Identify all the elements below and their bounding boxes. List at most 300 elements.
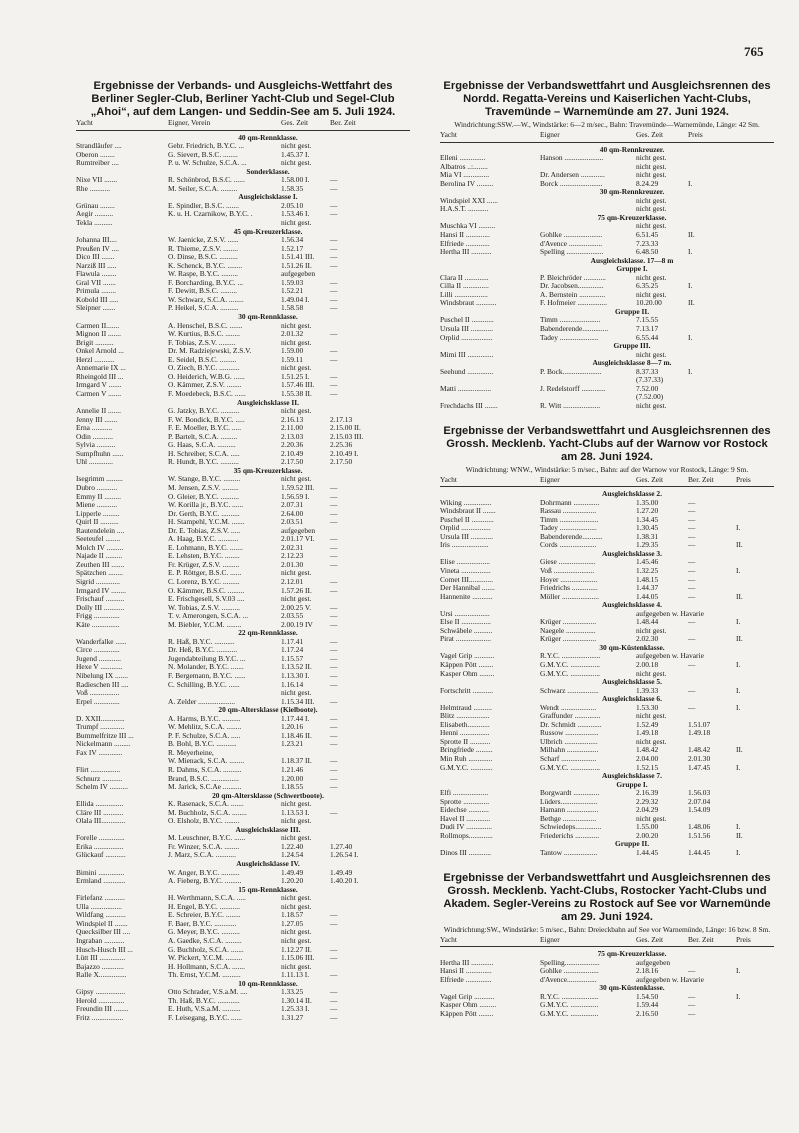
- table-cell: 1.13.30 I.: [281, 672, 310, 680]
- table-row: [440, 687, 774, 696]
- table-row: [76, 561, 410, 570]
- table-cell: R. Haß, B.Y.C. ...........: [168, 637, 235, 646]
- table-row: [440, 593, 774, 602]
- table-cell: [374, 851, 404, 860]
- table-cell: 1.45.37 I.: [281, 150, 310, 159]
- table-cell: Borgwardt ..............: [540, 789, 600, 798]
- table-cell: [330, 151, 374, 160]
- table-cell: [374, 518, 404, 527]
- table-cell: Timm ......................: [540, 316, 601, 325]
- table-cell: 2.02.30: [636, 635, 659, 644]
- table-cell: Ulla .................: [76, 902, 122, 911]
- table-cell: [374, 766, 404, 775]
- table-cell: I.: [688, 333, 693, 342]
- table-cell: II.: [736, 592, 743, 601]
- table-row: [440, 755, 774, 764]
- class-heading: 30 qm-Küstenklasse.: [599, 643, 665, 652]
- table-cell: Annemarie IX ...: [76, 364, 126, 373]
- table-cell: nicht gest.: [281, 928, 312, 937]
- table-cell: aufgegeben w. Havarie: [636, 975, 704, 984]
- table-cell: 1.27.05: [281, 919, 304, 928]
- table-cell: Gebr. Friedrich, B.Y.C. ...: [168, 142, 245, 151]
- table-cell: —: [330, 278, 338, 287]
- table-cell: [374, 663, 404, 672]
- table-row: [440, 652, 774, 661]
- table-cell: nicht gest.: [281, 902, 312, 911]
- table-cell: [736, 180, 766, 189]
- table-cell: Herzl ...........: [76, 355, 115, 364]
- table-row: [76, 518, 410, 527]
- table-cell: 7.15.55: [636, 316, 659, 325]
- table-cell: R.Y.C. ....................: [540, 992, 599, 1001]
- table-cell: 1.20.20: [281, 877, 304, 886]
- table-cell: Schwarz .................: [540, 686, 599, 695]
- table-cell: [688, 274, 736, 283]
- table-cell: —: [330, 808, 338, 817]
- table-cell: [374, 595, 404, 604]
- table-cell: Frigg ..............: [76, 612, 120, 621]
- class-heading: Ausgleichsklasse 2.: [602, 490, 662, 499]
- table-cell: F. Borcharding, B.Y.C. ...: [168, 278, 244, 287]
- table-cell: 1.51.41 III.: [281, 253, 315, 262]
- table-cell: Miene ...........: [76, 501, 118, 510]
- table-cell: Hansi II .............: [440, 231, 490, 240]
- table-cell: Wiking ...............: [440, 498, 492, 507]
- table-cell: G. Haas, S.C.A. ..........: [168, 441, 236, 450]
- table-cell: F. Bergemann, B.Y.C. ......: [168, 672, 246, 680]
- table-cell: 2.16.13: [281, 415, 304, 424]
- table-cell: [736, 291, 766, 300]
- table-cell: [736, 205, 766, 214]
- conditions-line: Windrichtung: WNW., Windstärke: 5 m/sec., Bahn: auf der Warnow vor Rostock, Länge: 9 Sm.: [465, 464, 749, 474]
- table-cell: Gohlke ...................: [540, 967, 599, 976]
- table-row: [440, 746, 774, 755]
- table-row: [76, 663, 410, 672]
- table-cell: I.: [688, 367, 693, 376]
- table-row: [440, 618, 774, 627]
- table-cell: [736, 712, 766, 721]
- table-cell: [736, 652, 766, 661]
- table-cell: Sylvia ..........: [76, 441, 116, 450]
- table-cell: [374, 407, 404, 416]
- table-cell: [688, 316, 736, 325]
- table-cell: [736, 507, 766, 516]
- class-heading: Ausgleichsklasse 6.: [602, 695, 662, 704]
- table-cell: 2.20.36: [281, 441, 304, 450]
- table-row: [76, 715, 410, 724]
- table-cell: —: [330, 603, 338, 612]
- table-cell: Quirl II ..........: [76, 518, 119, 527]
- table-cell: E. Spindler, B.S.C. .......: [168, 201, 239, 210]
- table-cell: W. Raspe, B.Y.C. .........: [168, 270, 239, 279]
- table-cell: Rautendelein ....: [76, 526, 125, 535]
- table-cell: nicht gest.: [636, 350, 667, 359]
- table-row: [76, 441, 410, 450]
- table-cell: [374, 732, 404, 741]
- table-row: [76, 569, 410, 578]
- table-cell: 2.10.49 I.: [330, 449, 359, 458]
- table-cell: nicht gest.: [281, 475, 312, 484]
- table-cell: Elisabeth............: [440, 720, 490, 729]
- table-cell: [374, 817, 404, 826]
- table-cell: Hansi II ..............: [440, 967, 492, 976]
- table-cell: Krüger ..................: [540, 618, 597, 627]
- table-cell: [281, 749, 330, 758]
- table-cell: [374, 954, 404, 963]
- table-cell: —: [688, 575, 696, 584]
- table-cell: [330, 407, 374, 416]
- table-cell: 2.10.49: [281, 449, 304, 458]
- table-cell: [330, 800, 374, 809]
- table-cell: Scharf ...................: [540, 755, 597, 763]
- table-cell: Flawula ........: [76, 270, 117, 279]
- section-title: Ergebnisse der Verbandswettfahrt und Ausgleichsrennen des Grossh. Mecklenb. Yacht-Clubs, Rostocker Yacht-Clubs und Akadem. Segler-Vereins zu Rostock auf See vor Warnemünde am 29. Juni 1924.: [443, 871, 771, 923]
- table-cell: Aegir ..........: [76, 210, 114, 219]
- table-cell: Odin ...........: [76, 432, 113, 441]
- left-header: [76, 119, 410, 128]
- table-cell: [374, 971, 404, 980]
- table-cell: 1.48.06: [688, 823, 711, 832]
- table-cell: Vagel Grip ...........: [440, 652, 495, 661]
- table-row: [76, 364, 410, 373]
- table-cell: aufgegeben: [636, 958, 671, 967]
- table-cell: Firlefanz ...........: [76, 894, 125, 903]
- table-row: [440, 325, 774, 334]
- table-cell: [688, 240, 736, 249]
- table-cell: Blitz ..................: [440, 712, 490, 721]
- table-cell: W. Kurtius, B.S.C. ........: [168, 330, 241, 339]
- table-row: [440, 976, 774, 985]
- table-cell: —: [330, 560, 338, 569]
- table-cell: —: [330, 612, 338, 621]
- table-cell: [330, 963, 374, 972]
- table-cell: [374, 783, 404, 792]
- table-cell: [330, 928, 374, 937]
- table-cell: [736, 154, 766, 163]
- table-cell: H. Werthmann, S.C.A. .....: [168, 894, 246, 903]
- table-cell: —: [330, 620, 338, 629]
- table-cell: Tadey .....................: [540, 333, 599, 342]
- table-cell: G.M.Y.C. ...............: [540, 1001, 599, 1010]
- table-cell: —: [688, 967, 696, 976]
- table-cell: 1.59.44: [636, 1001, 659, 1010]
- table-cell: Kobold III .....: [76, 295, 119, 304]
- section-header: [440, 476, 774, 485]
- table-row: [76, 655, 410, 664]
- table-row: [440, 282, 774, 291]
- table-cell: [374, 655, 404, 664]
- table-cell: [736, 163, 766, 172]
- table-cell: Muschka VI .........: [440, 222, 496, 231]
- class-heading: 45 qm-Kreuzerklasse.: [233, 227, 303, 236]
- table-cell: 1.44.45: [636, 849, 659, 858]
- table-cell: Ursula III ............: [440, 325, 493, 334]
- table-cell: W. Mienack, S.C.A. ........: [168, 757, 245, 766]
- class-heading: 40 qm-Rennkreuzer.: [599, 145, 665, 154]
- table-cell: Ursi ...................: [440, 609, 490, 618]
- table-cell: [440, 376, 540, 385]
- table-cell: I.: [688, 248, 693, 257]
- table-cell: Frechdachs III .......: [440, 401, 498, 410]
- regatta-section: [440, 872, 774, 1019]
- table-cell: 1.52.21: [281, 287, 304, 296]
- table-cell: Berolina IV .........: [440, 179, 494, 188]
- table-cell: Hexe V ............: [76, 663, 123, 672]
- class-heading: Gruppe III.: [613, 342, 651, 351]
- table-cell: 1.58.35: [281, 184, 304, 193]
- table-cell: Sumpfhuhn ......: [76, 449, 124, 458]
- class-heading: Gruppe I.: [616, 780, 648, 789]
- table-cell: [374, 219, 404, 228]
- table-cell: nicht gest.: [636, 205, 667, 214]
- table-row: [76, 424, 410, 433]
- table-cell: [374, 304, 404, 313]
- right-column: [440, 80, 774, 1018]
- table-cell: —: [330, 945, 338, 954]
- table-row: [76, 963, 410, 972]
- table-cell: [330, 322, 374, 331]
- table-cell: [374, 869, 404, 878]
- table-cell: Nickelmann .........: [76, 740, 131, 749]
- table-cell: Helmtraud ..........: [440, 703, 492, 712]
- table-cell: Erpel ..............: [76, 697, 120, 706]
- table-row: [76, 851, 410, 860]
- table-row: [76, 287, 410, 296]
- table-cell: 1.12.27 II.: [281, 945, 312, 954]
- table-cell: Elleni ..............: [440, 154, 486, 163]
- table-row: [76, 296, 410, 305]
- table-cell: Babenderende...........: [540, 532, 603, 541]
- table-cell: Friederichs .............: [540, 831, 600, 840]
- table-cell: K. Schenck, B.Y.C. ........: [168, 261, 243, 270]
- table-row: [440, 661, 774, 670]
- class-heading: Sonderklasse.: [246, 167, 290, 176]
- table-row: [76, 304, 410, 313]
- table-row: [76, 176, 410, 185]
- table-cell: Wendt ...................: [540, 703, 597, 712]
- table-cell: 1.20.00: [281, 774, 304, 783]
- table-row: [76, 245, 410, 254]
- table-cell: [374, 638, 404, 647]
- table-cell: P. F. Schulze, S.C.A. .....: [168, 731, 241, 740]
- table-cell: —: [330, 954, 338, 963]
- column-header: [736, 131, 766, 140]
- table-cell: 2.15.03 III.: [330, 432, 364, 441]
- column-header: Eigner: [540, 935, 560, 944]
- table-cell: 2.12.01: [281, 577, 304, 586]
- table-cell: 1.56.34: [281, 236, 304, 245]
- table-cell: [374, 381, 404, 390]
- table-cell: [688, 171, 736, 180]
- table-cell: [374, 646, 404, 655]
- table-cell: nicht gest.: [636, 154, 667, 163]
- table-cell: nicht gest.: [281, 595, 312, 604]
- table-row: [76, 646, 410, 655]
- table-cell: [374, 963, 404, 972]
- table-cell: Dr. Schmidt .............: [540, 720, 602, 729]
- table-cell: Jugend ............: [76, 654, 121, 663]
- table-cell: 1.48.44: [636, 618, 659, 627]
- conditions-line: Windrichtung:SSW.—W., Windstärke: 6—2 m/sec., Bahn: Travemünde—Warnemünde, Länge: 42 Sm.: [454, 120, 760, 129]
- table-cell: G. Sievert, B.S.C. ........: [168, 150, 238, 159]
- class-heading: 30 qm-Rennkreuzer.: [599, 188, 665, 197]
- table-cell: [688, 385, 736, 394]
- table-cell: Orplid .................: [440, 333, 493, 342]
- table-cell: 1.59.52 III.: [281, 483, 315, 492]
- table-row: [76, 894, 410, 903]
- table-cell: —: [330, 637, 338, 646]
- table-cell: Trumpf .............: [76, 723, 125, 732]
- table-row: [76, 544, 410, 553]
- table-row: [440, 823, 774, 832]
- table-cell: Hertha III ...........: [440, 248, 492, 257]
- table-cell: Th. Ernst, Y.C.M. ..........: [168, 971, 241, 980]
- table-row: [76, 433, 410, 442]
- table-row: [76, 834, 410, 843]
- table-cell: W. Stange, B.Y.C. .........: [168, 475, 241, 484]
- table-cell: [374, 689, 404, 698]
- table-row: [76, 236, 410, 245]
- table-cell: H.A.S.T. ...........: [440, 205, 489, 214]
- column-header: Preis: [688, 131, 703, 139]
- table-cell: Herold ..............: [76, 996, 125, 1005]
- table-cell: 2.04.00: [636, 755, 659, 763]
- table-row: [440, 205, 774, 214]
- table-row: [76, 937, 410, 946]
- table-cell: Krüger ..................: [540, 635, 597, 644]
- table-cell: Iris ....................: [440, 541, 489, 550]
- table-cell: 2.18.16: [636, 967, 659, 976]
- table-row: [76, 202, 410, 211]
- table-cell: [330, 834, 374, 843]
- table-row: [440, 729, 774, 738]
- table-cell: [374, 202, 404, 211]
- table-cell: G. Meyer, B.Y.C. ..........: [168, 928, 240, 937]
- table-row: [440, 764, 774, 773]
- table-cell: nicht gest.: [636, 669, 667, 678]
- table-row: [76, 595, 410, 604]
- table-cell: Orplid ................: [440, 524, 491, 533]
- table-cell: Windspiel XXI ......: [440, 196, 498, 205]
- table-cell: [374, 894, 404, 903]
- class-heading: Ausgleichsklasse 7.: [602, 772, 662, 781]
- table-cell: Spätzchen ........: [76, 569, 123, 578]
- table-cell: —: [330, 253, 338, 262]
- table-row: [76, 920, 410, 929]
- table-row: [76, 185, 410, 194]
- table-row: [440, 798, 774, 807]
- table-cell: [374, 698, 404, 707]
- table-row: [76, 253, 410, 262]
- table-cell: Isegrimm .........: [76, 475, 123, 484]
- table-row: [76, 698, 410, 707]
- column-header: Ges. Zeit: [636, 935, 664, 944]
- table-row: [440, 576, 774, 585]
- table-cell: [736, 738, 766, 747]
- table-cell: [374, 347, 404, 356]
- table-cell: 1.20.16: [281, 723, 304, 732]
- table-cell: [540, 205, 636, 214]
- column-header: Ges. Zeit: [636, 131, 664, 139]
- table-cell: R.Y.C. .....................: [540, 652, 601, 661]
- table-cell: [736, 282, 766, 291]
- table-cell: M. Leuschner, B.Y.C. ......: [168, 834, 246, 843]
- table-cell: N. Molander, B.Y.C. .......: [168, 663, 244, 672]
- table-cell: E. P. Röttger, B.S.C. ......: [168, 569, 242, 578]
- table-cell: 2.03.55: [281, 612, 304, 621]
- table-cell: [374, 279, 404, 288]
- table-cell: E. Lehsten, B.Y.C. ........: [168, 552, 240, 561]
- table-cell: Else II ................: [440, 618, 491, 627]
- section-gap: [440, 411, 774, 425]
- table-cell: R. Meyerheine,: [168, 748, 214, 757]
- column-header: [374, 119, 404, 128]
- table-cell: O. Dinse, B.S.C. ..........: [168, 253, 238, 262]
- table-cell: Elise ..................: [440, 558, 490, 567]
- table-cell: [736, 499, 766, 508]
- table-row: [440, 567, 774, 576]
- table-cell: [688, 959, 736, 968]
- table-cell: 1.39.33: [636, 686, 659, 695]
- table-cell: [374, 510, 404, 519]
- table-cell: [540, 163, 636, 172]
- table-cell: [736, 558, 766, 567]
- table-cell: [736, 798, 766, 807]
- table-cell: R. Hundt, B.Y.C. ..........: [168, 458, 239, 467]
- column-header: Ber. Zeit: [688, 935, 714, 944]
- table-row: [76, 911, 410, 920]
- table-cell: Kasper Ohm .........: [440, 1001, 497, 1010]
- table-cell: 2.29.32: [636, 797, 659, 806]
- table-cell: —: [688, 686, 696, 695]
- table-cell: [736, 402, 766, 411]
- table-cell: [736, 576, 766, 585]
- table-cell: E. Schreier, B.Y.C. ........: [168, 911, 241, 920]
- table-cell: E. Huth, V.S.a.M. ..........: [168, 1005, 241, 1014]
- table-row: [440, 789, 774, 798]
- table-row: [76, 552, 410, 561]
- table-cell: Windsbraut ...........: [440, 299, 497, 308]
- table-cell: nicht gest.: [281, 894, 312, 903]
- table-cell: G.M.Y.C. ................: [540, 669, 601, 678]
- table-cell: 1.49.49: [281, 868, 304, 877]
- table-cell: Erika ................: [76, 842, 124, 851]
- table-cell: [736, 316, 766, 325]
- table-cell: Seeteufel ........: [76, 535, 121, 544]
- table-cell: [374, 339, 404, 348]
- table-cell: Grünau ........: [76, 201, 115, 210]
- table-cell: —: [330, 295, 338, 304]
- table-cell: Erna ...........: [76, 424, 113, 433]
- table-cell: H. Engel, B.Y.C. ...........: [168, 902, 240, 911]
- table-cell: (7.37.33): [636, 376, 664, 385]
- table-cell: Rumtreiber ....: [76, 159, 119, 168]
- table-cell: —: [330, 509, 338, 518]
- table-cell: [374, 604, 404, 613]
- table-cell: [374, 287, 404, 296]
- table-cell: Milhahn .................: [540, 746, 599, 755]
- left-results-table: [76, 134, 410, 1023]
- table-cell: 1.15.57: [281, 654, 304, 663]
- table-row: [440, 967, 774, 976]
- table-cell: —: [688, 532, 696, 541]
- table-cell: Ulbrich ..................: [540, 737, 598, 746]
- class-heading: 20 qm-Altersklasse (Kielboote).: [218, 706, 318, 715]
- table-row: [76, 151, 410, 160]
- table-cell: Dr. Andersen .............: [540, 171, 605, 180]
- table-row: [76, 749, 410, 758]
- class-heading: Gruppe II.: [614, 840, 650, 849]
